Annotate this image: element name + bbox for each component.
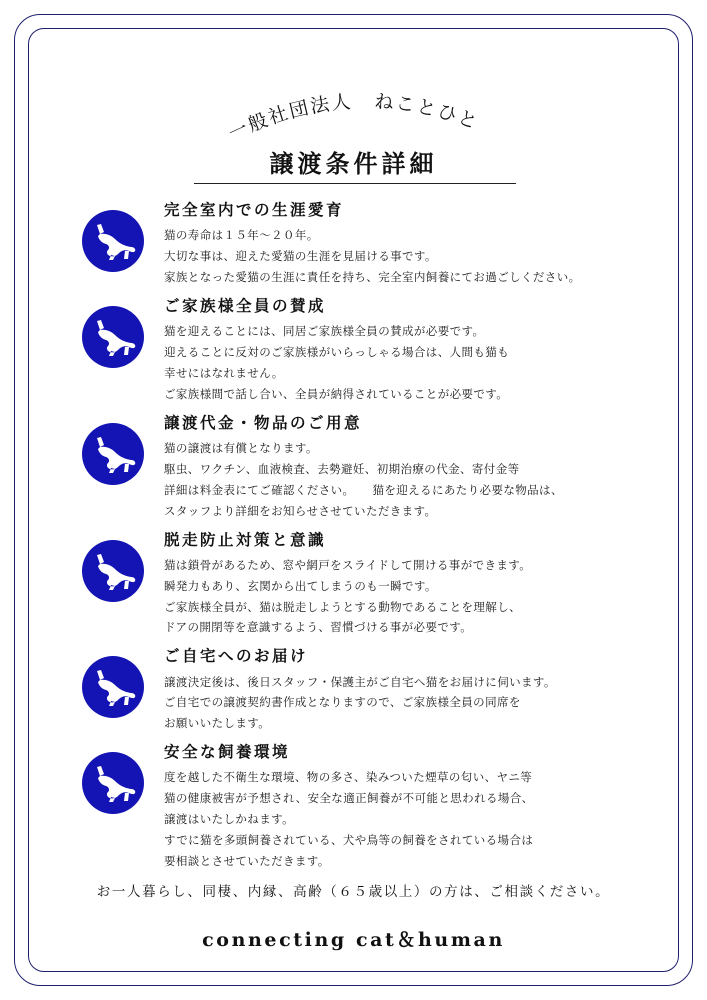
condition-line: 猫の譲渡は有償となります。 bbox=[164, 440, 318, 455]
organization-name: 一般社団法人 ねことひと bbox=[225, 90, 483, 146]
condition-line: ご家族様全員が、猫は脱走しようとする動物であることを理解し、 bbox=[164, 599, 521, 614]
condition-heading: 完全室内での生涯愛育 bbox=[164, 200, 345, 219]
condition-section bbox=[82, 530, 642, 639]
condition-body bbox=[164, 296, 642, 405]
condition-line: 迎えることに反対のご家族様がいらっしゃる場合は、人間も猫も bbox=[164, 344, 510, 359]
condition-line: 猫は鎖骨があるため、窓や網戸をスライドして開ける事ができます。 bbox=[164, 557, 532, 572]
svg-text:一般社団法人 ねことひと bbox=[225, 91, 482, 145]
cat-silhouette-icon bbox=[82, 540, 144, 602]
conditions-list bbox=[82, 200, 642, 880]
condition-body bbox=[164, 200, 642, 288]
condition-line: ご自宅での譲渡契約書作成となりますので、ご家族様全員の同席を bbox=[164, 695, 521, 710]
condition-line: すでに猫を多頭飼養されている、犬や鳥等の飼養をされている場合は bbox=[164, 833, 534, 848]
condition-line: 猫の健康被害が予想され、安全な適正飼養が不可能と思われる場合、 bbox=[164, 791, 534, 806]
condition-body bbox=[164, 646, 642, 734]
condition-line: 猫を迎えることには、同居ご家族様全員の賛成が必要です。 bbox=[164, 324, 485, 339]
condition-heading: 脱走防止対策と意識 bbox=[164, 529, 327, 549]
condition-section bbox=[82, 646, 642, 734]
cat-silhouette-icon bbox=[82, 752, 144, 814]
cat-silhouette-icon bbox=[82, 656, 144, 718]
condition-heading: 安全な飼養環境 bbox=[164, 742, 291, 762]
condition-line: 駆虫、ワクチン、血液検査、去勢避妊、初期治療の代金、寄付金等 bbox=[164, 461, 520, 476]
cat-silhouette-icon bbox=[82, 210, 144, 272]
cat-silhouette-icon bbox=[82, 423, 144, 485]
tagline-text: connecting cat＆human bbox=[202, 929, 505, 951]
condition-line: 詳細は料金表にてご確認ください。 猫を迎えるにあたり必要な物品は、 bbox=[164, 482, 563, 497]
condition-line: ご家族様間で話し合い、全員が納得されていることが必要です。 bbox=[164, 386, 509, 401]
condition-section bbox=[82, 296, 642, 405]
condition-section bbox=[82, 413, 642, 522]
condition-heading: 譲渡代金・物品のご用意 bbox=[164, 412, 363, 432]
condition-body bbox=[164, 742, 642, 872]
condition-body bbox=[164, 413, 642, 522]
condition-line: 度を越した不衛生な環境、物の多さ、染みついた煙草の匂い、ヤニ等 bbox=[164, 770, 533, 785]
footnote-text: お一人暮らし、同棲、内縁、高齢（６５歳以上）の方は、ご相談ください。 bbox=[96, 884, 611, 900]
condition-section bbox=[82, 200, 642, 288]
condition-line: 幸せにはなれません。 bbox=[164, 365, 284, 380]
condition-line: 譲渡はいたしかねます。 bbox=[164, 812, 294, 827]
condition-heading: ご自宅へのお届け bbox=[164, 646, 309, 666]
organization-name-arc bbox=[0, 74, 707, 150]
condition-line: ドアの開閉等を意識するよう、習慣づける事が必要です。 bbox=[164, 620, 473, 635]
page-title: 譲渡条件詳細 bbox=[269, 149, 438, 178]
title-underline bbox=[194, 183, 516, 184]
condition-line: 猫の寿命は１５年〜２０年。 bbox=[164, 228, 319, 243]
condition-line: 大切な事は、迎えた愛猫の生涯を見届ける事です。 bbox=[164, 249, 437, 264]
condition-line: 譲渡決定後は、後日スタッフ・保護主がご自宅へ猫をお届けに伺います。 bbox=[164, 674, 556, 689]
condition-heading: ご家族様全員の賛成 bbox=[164, 295, 327, 315]
condition-line: 家族となった愛猫の生涯に責任を持ち、完全室内飼養にてお過ごしください。 bbox=[164, 269, 581, 284]
condition-section bbox=[82, 742, 642, 872]
condition-line: お願いいたします。 bbox=[164, 716, 271, 731]
condition-line: 要相談とさせていただきます。 bbox=[164, 854, 330, 869]
condition-line: 瞬発力もあり、玄関から出てしまうのも一瞬です。 bbox=[164, 578, 437, 593]
cat-silhouette-icon bbox=[82, 306, 144, 368]
condition-body bbox=[164, 530, 642, 639]
condition-line: スタッフより詳細をお知らせさせていただきます。 bbox=[164, 503, 437, 518]
